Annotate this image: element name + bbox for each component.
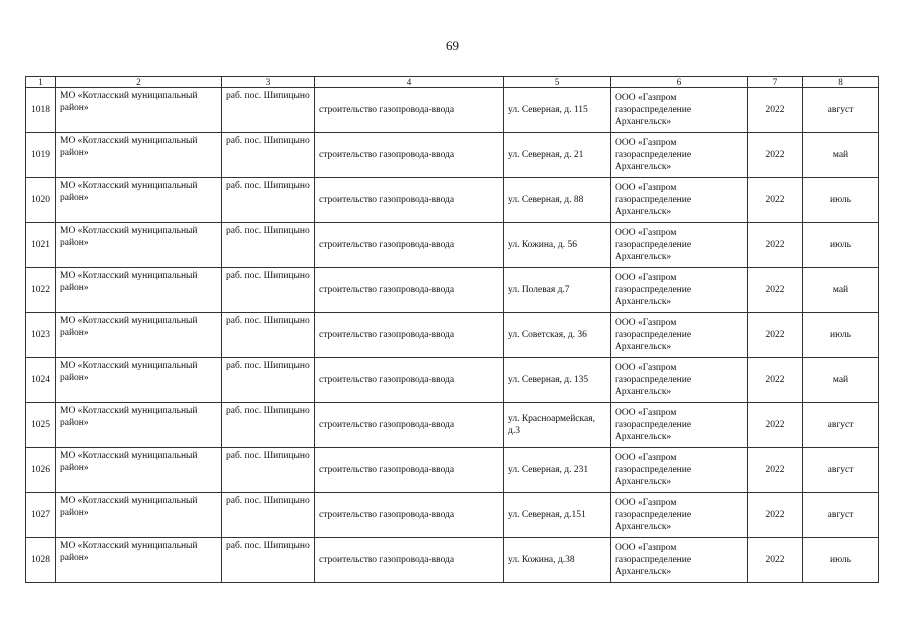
address-cell: ул. Северная, д. 231 [504,448,611,493]
municipality-cell: МО «Котласский муниципальный район» [56,493,222,538]
year-cell: 2022 [748,313,803,358]
header-cell-6: 6 [611,77,748,88]
organization-cell: ООО «Газпром газораспределение Архангельск» [611,313,748,358]
header-cell-7: 7 [748,77,803,88]
address-cell: ул. Полевая д.7 [504,268,611,313]
settlement-cell: раб. пос. Шипицыно [222,403,315,448]
organization-cell: ООО «Газпром газораспределение Архангельск» [611,358,748,403]
header-cell-3: 3 [222,77,315,88]
month-cell: май [803,358,879,403]
table-row [26,493,879,538]
year-cell: 2022 [748,448,803,493]
row-number-cell: 1027 [26,493,56,538]
settlement-cell: раб. пос. Шипицыно [222,313,315,358]
municipality-cell: МО «Котласский муниципальный район» [56,538,222,583]
table-row [26,448,879,493]
year-cell: 2022 [748,403,803,448]
organization-cell: ООО «Газпром газораспределение Архангельск» [611,178,748,223]
work-type-cell: строительство газопровода-ввода [315,448,504,493]
address-cell: ул. Северная, д. 21 [504,133,611,178]
table-row [26,133,879,178]
work-type-cell: строительство газопровода-ввода [315,88,504,133]
row-number-cell: 1022 [26,268,56,313]
year-cell: 2022 [748,88,803,133]
month-cell: май [803,133,879,178]
settlement-cell: раб. пос. Шипицыно [222,88,315,133]
settlement-cell: раб. пос. Шипицыно [222,223,315,268]
municipality-cell: МО «Котласский муниципальный район» [56,133,222,178]
row-number-cell: 1025 [26,403,56,448]
organization-cell: ООО «Газпром газораспределение Архангельск» [611,133,748,178]
header-cell-5: 5 [504,77,611,88]
organization-cell: ООО «Газпром газораспределение Архангельск» [611,448,748,493]
settlement-cell: раб. пос. Шипицыно [222,133,315,178]
organization-cell: ООО «Газпром газораспределение Архангельск» [611,538,748,583]
work-type-cell: строительство газопровода-ввода [315,538,504,583]
table-row [26,313,879,358]
organization-cell: ООО «Газпром газораспределение Архангельск» [611,88,748,133]
row-number-cell: 1024 [26,358,56,403]
month-cell: август [803,403,879,448]
organization-cell: ООО «Газпром газораспределение Архангельск» [611,493,748,538]
work-type-cell: строительство газопровода-ввода [315,358,504,403]
address-cell: ул. Северная, д. 115 [504,88,611,133]
municipality-cell: МО «Котласский муниципальный район» [56,448,222,493]
row-number-cell: 1028 [26,538,56,583]
header-cell-1: 1 [26,77,56,88]
header-cell-4: 4 [315,77,504,88]
year-cell: 2022 [748,178,803,223]
settlement-cell: раб. пос. Шипицыно [222,448,315,493]
organization-cell: ООО «Газпром газораспределение Архангельск» [611,223,748,268]
table-header [26,77,879,88]
table-row [26,403,879,448]
municipality-cell: МО «Котласский муниципальный район» [56,178,222,223]
address-cell: ул. Северная, д. 135 [504,358,611,403]
settlement-cell: раб. пос. Шипицыно [222,268,315,313]
address-cell: ул. Советская, д. 36 [504,313,611,358]
settlement-cell: раб. пос. Шипицыно [222,358,315,403]
year-cell: 2022 [748,538,803,583]
year-cell: 2022 [748,223,803,268]
settlement-cell: раб. пос. Шипицыно [222,178,315,223]
municipality-cell: МО «Котласский муниципальный район» [56,403,222,448]
year-cell: 2022 [748,268,803,313]
settlement-cell: раб. пос. Шипицыно [222,538,315,583]
row-number-cell: 1020 [26,178,56,223]
month-cell: июль [803,178,879,223]
row-number-cell: 1019 [26,133,56,178]
year-cell: 2022 [748,133,803,178]
municipality-cell: МО «Котласский муниципальный район» [56,313,222,358]
organization-cell: ООО «Газпром газораспределение Архангельск» [611,268,748,313]
address-cell: ул. Северная, д. 88 [504,178,611,223]
row-number-cell: 1023 [26,313,56,358]
header-row [26,77,879,88]
month-cell: август [803,88,879,133]
address-cell: ул. Кожина, д.38 [504,538,611,583]
work-type-cell: строительство газопровода-ввода [315,268,504,313]
page-number: 69 [446,38,459,53]
table-row [26,268,879,313]
year-cell: 2022 [748,493,803,538]
table-body [26,88,879,583]
month-cell: август [803,493,879,538]
address-cell: ул. Кожина, д. 56 [504,223,611,268]
table-row [26,88,879,133]
work-type-cell: строительство газопровода-ввода [315,133,504,178]
address-cell: ул. Северная, д.151 [504,493,611,538]
header-cell-2: 2 [56,77,222,88]
table-row [26,358,879,403]
address-cell: ул. Красноармейская, д.3 [504,403,611,448]
work-type-cell: строительство газопровода-ввода [315,223,504,268]
work-type-cell: строительство газопровода-ввода [315,313,504,358]
header-cell-8: 8 [803,77,879,88]
row-number-cell: 1026 [26,448,56,493]
municipality-cell: МО «Котласский муниципальный район» [56,88,222,133]
organization-cell: ООО «Газпром газораспределение Архангельск» [611,403,748,448]
data-table [25,76,879,583]
table-row [26,223,879,268]
row-number-cell: 1018 [26,88,56,133]
work-type-cell: строительство газопровода-ввода [315,493,504,538]
table-row [26,538,879,583]
month-cell: июль [803,313,879,358]
settlement-cell: раб. пос. Шипицыно [222,493,315,538]
municipality-cell: МО «Котласский муниципальный район» [56,268,222,313]
year-cell: 2022 [748,358,803,403]
work-type-cell: строительство газопровода-ввода [315,178,504,223]
municipality-cell: МО «Котласский муниципальный район» [56,358,222,403]
month-cell: июль [803,223,879,268]
month-cell: август [803,448,879,493]
municipality-cell: МО «Котласский муниципальный район» [56,223,222,268]
work-type-cell: строительство газопровода-ввода [315,403,504,448]
month-cell: май [803,268,879,313]
row-number-cell: 1021 [26,223,56,268]
table-row [26,178,879,223]
month-cell: июль [803,538,879,583]
